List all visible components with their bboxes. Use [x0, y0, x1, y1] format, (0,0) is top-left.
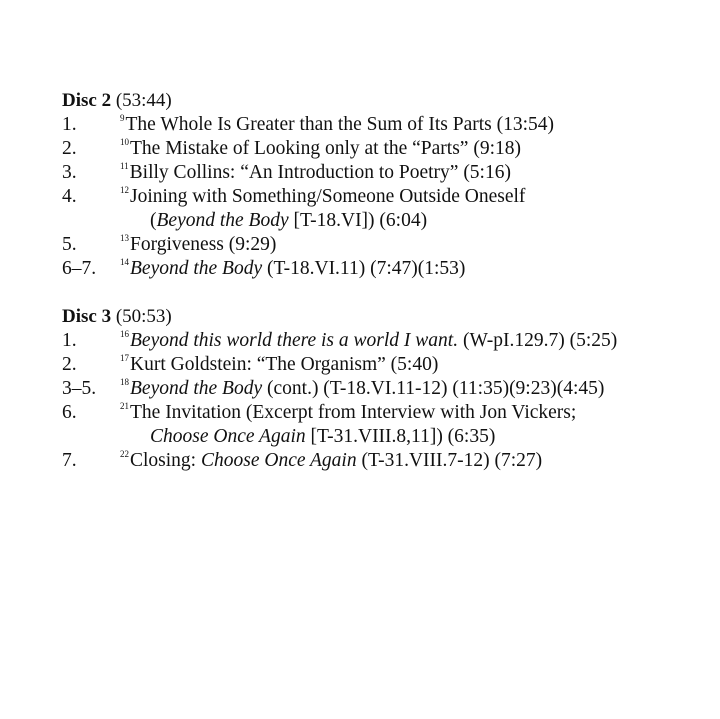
footnote-marker: 17 [120, 353, 129, 363]
track-list [62, 113, 702, 281]
disc-section [62, 89, 702, 281]
track-text-segment: Joining with Something/Someone Outside Oneself [130, 186, 526, 207]
footnote-marker: 22 [120, 449, 129, 459]
footnote-marker: 14 [120, 257, 129, 267]
track-number: 5. [62, 234, 77, 255]
track-number: 2. [62, 354, 77, 375]
disc-heading [62, 305, 702, 329]
disc-title: Disc 2 [62, 90, 112, 111]
track-text [120, 113, 702, 137]
track-listing [62, 89, 702, 473]
track-text-segment: (T-31.VIII.7-12) (7:27) [356, 450, 543, 471]
track-text [120, 329, 702, 353]
track-text-segment: [T-31.VIII.8,11]) (6:35) [305, 426, 496, 447]
track-row [62, 377, 702, 401]
track-text [120, 185, 702, 233]
italic-title: Beyond the Body [130, 258, 263, 279]
footnote-marker: 10 [120, 137, 129, 147]
track-text [120, 257, 702, 281]
track-row [62, 257, 702, 281]
track-text [120, 233, 702, 257]
track-number: 2. [62, 138, 77, 159]
track-row [62, 353, 702, 377]
track-text-segment: (cont.) (T-18.VI.11-12) (11:35)(9:23)(4:45) [262, 378, 605, 399]
track-row [62, 137, 702, 161]
track-number: 4. [62, 186, 77, 207]
track-continuation [150, 209, 702, 233]
footnote-marker: 13 [120, 233, 129, 243]
track-number: 7. [62, 450, 77, 471]
track-list [62, 329, 702, 473]
track-text-segment: The Whole Is Greater than the Sum of Its Parts (13:54) [125, 114, 555, 135]
disc-section [62, 305, 702, 473]
disc-duration: (50:53) [115, 306, 172, 327]
track-number: 1. [62, 114, 77, 135]
track-text [120, 401, 702, 449]
track-text [120, 137, 702, 161]
track-row [62, 161, 702, 185]
track-continuation [150, 425, 702, 449]
track-text-segment: [T-18.VI]) (6:04) [288, 210, 428, 231]
track-row [62, 113, 702, 137]
track-text-segment: Billy Collins: “An Introduction to Poetry” (5:16) [129, 162, 511, 183]
track-text-segment: (T-18.VI.11) (7:47)(1:53) [262, 258, 466, 279]
track-text-segment: Kurt Goldstein: “The Organism” (5:40) [130, 354, 439, 375]
footnote-marker: 21 [120, 401, 129, 411]
italic-title: Beyond the Body [130, 378, 263, 399]
track-text-segment: Forgiveness (9:29) [130, 234, 277, 255]
disc-title: Disc 3 [62, 306, 112, 327]
italic-title: Choose Once Again [150, 426, 306, 447]
track-number: 6. [62, 402, 77, 423]
footnote-marker: 18 [120, 377, 129, 387]
track-number: 6–7. [62, 258, 97, 279]
track-row [62, 449, 702, 473]
disc-duration: (53:44) [115, 90, 172, 111]
italic-title: Beyond the Body [156, 210, 289, 231]
track-text [120, 161, 702, 185]
track-text-segment: The Mistake of Looking only at the “Parts” (9:18) [130, 138, 521, 159]
track-number: 3. [62, 162, 77, 183]
track-text [120, 377, 702, 401]
track-text [120, 353, 702, 377]
disc-heading [62, 89, 702, 113]
italic-title: Beyond this world there is a world I want. [130, 330, 459, 351]
italic-title: Choose Once Again [200, 450, 357, 471]
footnote-marker: 12 [120, 185, 129, 195]
track-row [62, 401, 702, 449]
footnote-marker: 11 [120, 161, 129, 171]
track-number: 1. [62, 330, 77, 351]
footnote-marker: 16 [120, 329, 129, 339]
track-row [62, 233, 702, 257]
track-text-segment: The Invitation (Excerpt from Interview with Jon Vickers; [130, 402, 577, 423]
track-text-segment: ( [150, 210, 157, 231]
track-row [62, 329, 702, 353]
track-text-segment: (W-pI.129.7) (5:25) [458, 330, 618, 351]
track-text-segment: Closing: [130, 450, 201, 471]
track-text [120, 449, 702, 473]
track-number: 3–5. [62, 378, 97, 399]
footnote-marker: 9 [120, 113, 125, 123]
track-row [62, 185, 702, 233]
